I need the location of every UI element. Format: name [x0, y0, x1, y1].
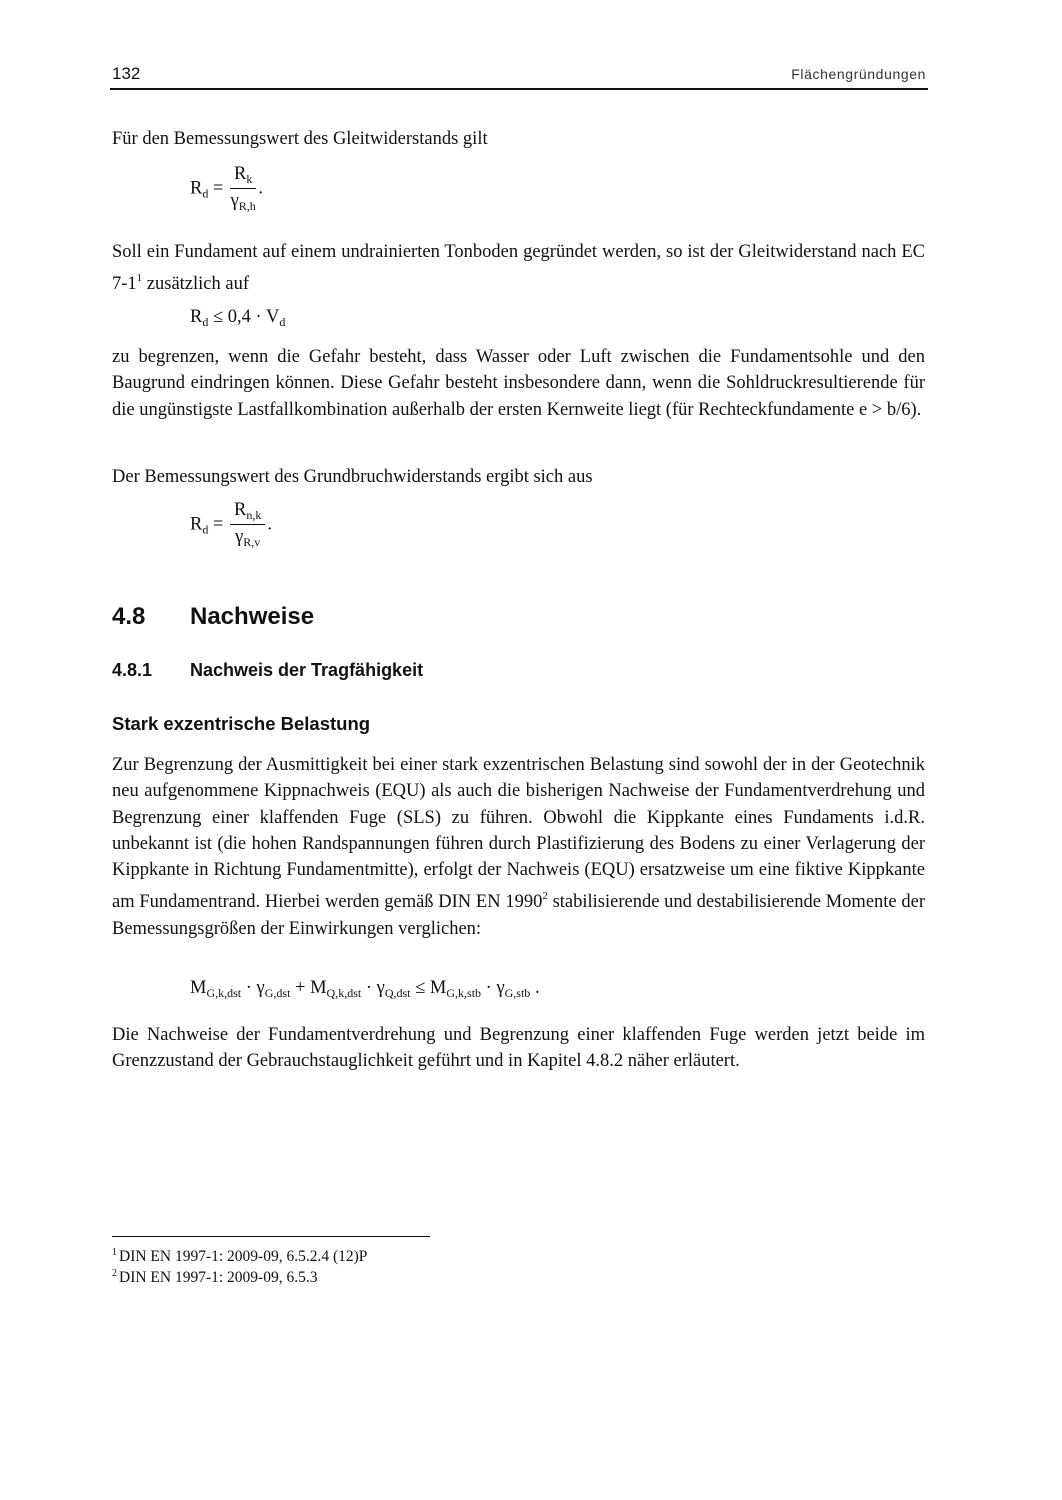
- formula-relation: ≤ 0,4 · V: [212, 307, 280, 327]
- page-header: [110, 62, 928, 90]
- section-number: 4.8: [112, 603, 146, 630]
- paragraph-bearing-resistance-intro: Der Bemessungswert des Grundbruchwiderstands ergibt sich aus: [112, 467, 593, 487]
- fraction-denominator: $\gamma_{R,h}$: [230, 191, 256, 213]
- footnote-ref-1: 1: [136, 272, 143, 285]
- footnote-1: $^1$ DIN EN 1997-1: 2009-09, 6.5.2.4 (12)P: [112, 1247, 368, 1265]
- formula-sliding-limit: $R_d \le 0,4 \cdot V_d$: [190, 307, 286, 329]
- paragraph-limitation-explanation: zu begrenzen, wenn die Gefahr besteht, dass Wasser oder Luft zwischen die Fundamentsohle und den Baugrund eindringen können. Diese Gefahr besteht insbesondere dann, wenn die Sohldruckresultierende für die ungünstigste Lastfallkombination außerhalb der ersten Kernweite liegt (für Rechteckfundamente e > b/6).: [112, 347, 925, 420]
- fraction-numerator: $R_k$: [230, 164, 256, 189]
- paragraph-serviceability: Die Nachweise der Fundamentverdrehung und Begrenzung einer klaffenden Fuge werden jetzt beide im Grenzzustand der Gebrauchstauglichkeit geführt und in Kapitel 4.8.2 näher erläutert.: [112, 1025, 925, 1072]
- footnote-ref-2: 2: [542, 890, 548, 903]
- subsection-heading: [112, 660, 423, 681]
- paragraph-overturning-check: Zur Begrenzung der Ausmittigkeit bei einer stark exzentrischen Belastung sind sowohl der in der Geotechnik neu aufgenommene Kippnachweis (EQU) als auch die bisherigen Nachweise der Fundamentverdrehung und Begrenzung einer klaffenden Fuge (SLS) zu führen. Obwohl die Kippkante eines Fundaments i.d.R. unbekannt ist (die hohen Randspannungen führen durch Plastifizierung des Bodens zu einer Verlagerung der Kippkante in Richtung Fundamentmitte), erfolgt der Nachweis (EQU) ersatzweise um eine fiktive Kippkante am Fundamentrand. Hierbei werden gemäß DIN EN 1990$^2$ stabilisierende und destabilisierende Momente der Bemessungsgrößen der Einwirkungen verglichen:: [112, 755, 925, 939]
- formula-lhs-subscript: d: [202, 186, 209, 201]
- formula-bearing-resistance: $R_d$ = $\frac{R_{n,k}}{\gamma_{R,v}}$ .: [190, 500, 272, 549]
- subheading-eccentric-load: Stark exzentrische Belastung: [112, 713, 371, 734]
- formula-lhs: R: [190, 178, 203, 199]
- footnote-divider: [112, 1236, 430, 1237]
- running-title: Flächengründungen: [791, 66, 926, 82]
- fraction-numerator: $R_{n,k}$: [230, 500, 265, 525]
- page-number: 132: [112, 64, 141, 83]
- section-heading: [112, 603, 314, 631]
- formula-overturning: $M_{G,k,dst} \cdot \gamma_{G,dst} + M_{Q,k,dst} \cdot \gamma_{Q,dst} \le M_{G,k,stb} \cdot \gamma_{G,stb}$ .: [190, 978, 540, 1000]
- paragraph-undrained-clay: Soll ein Fundament auf einem undrainierten Tonboden gegründet werden, so ist der Gleitwiderstand nach EC $7-1^1$ zusätzlich auf: [112, 242, 925, 295]
- subsection-title: Nachweis der Tragfähigkeit: [190, 660, 424, 680]
- formula-sliding-resistance: [190, 164, 263, 214]
- formula-fraction: [230, 164, 256, 214]
- formula-fraction: [230, 500, 265, 550]
- formula-period: .: [258, 178, 263, 199]
- section-title: Nachweise: [190, 603, 315, 630]
- footnote-2: $^2$ DIN EN 1997-1: 2009-09, 6.5.3: [112, 1268, 318, 1286]
- subsection-number: 4.8.1: [112, 660, 153, 680]
- paragraph-sliding-resistance-intro: Für den Bemessungswert des Gleitwiderstands gilt: [112, 129, 488, 149]
- fraction-denominator: $\gamma_{R,v}$: [235, 527, 261, 549]
- formula-equals: =: [212, 178, 224, 199]
